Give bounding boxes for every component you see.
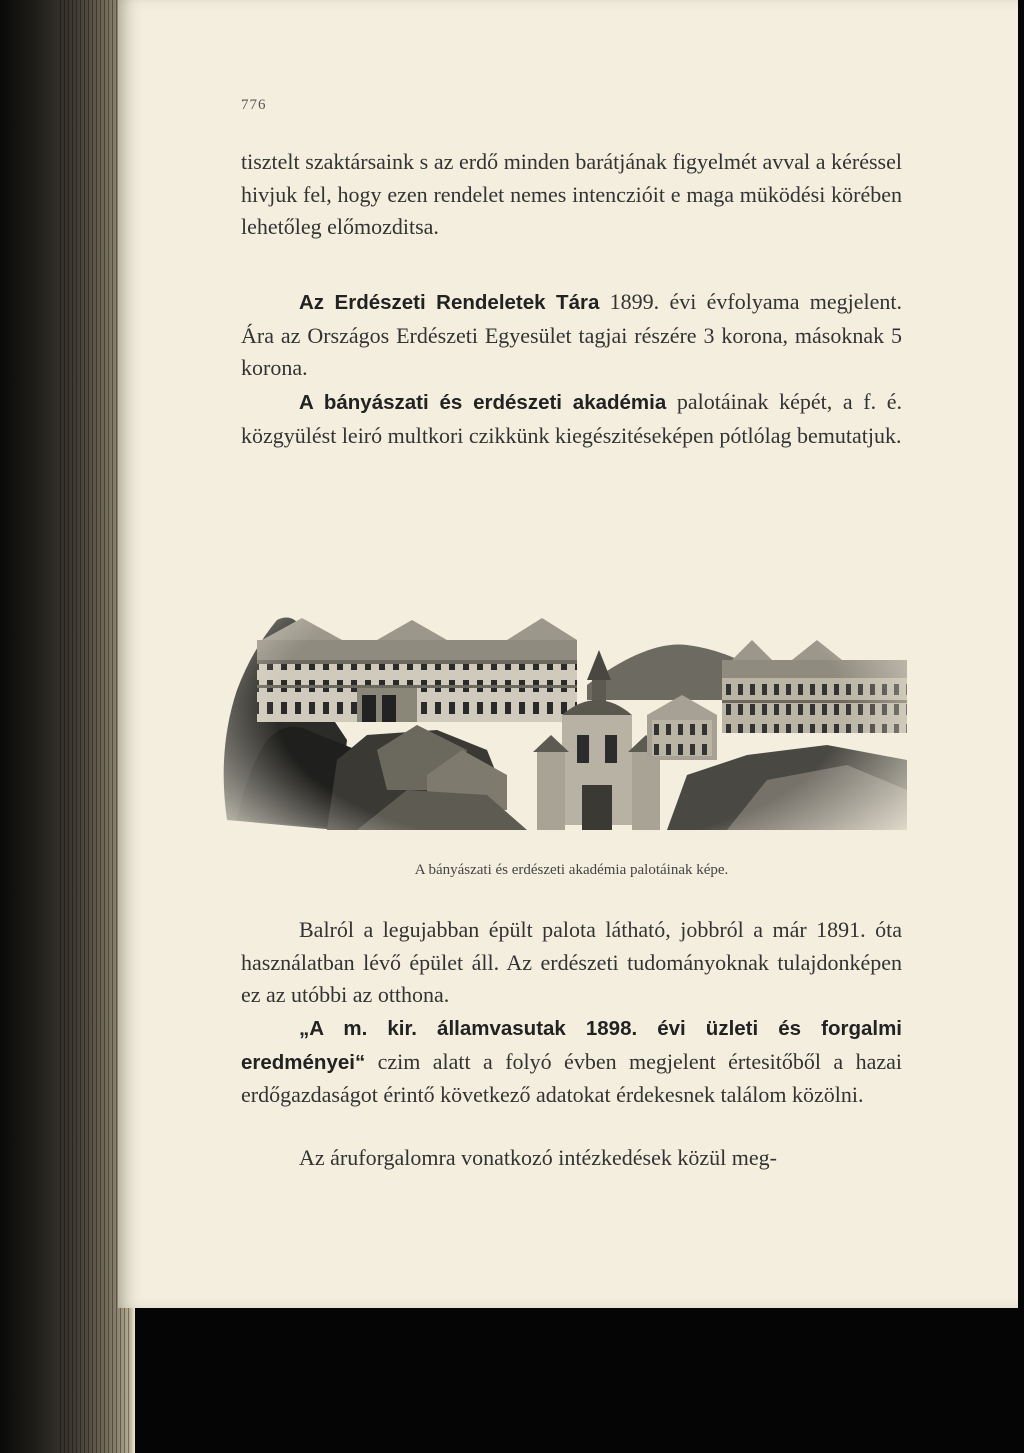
figure-caption: A bányászati és erdészeti akadémia palotáinak képe. [414, 862, 729, 878]
academy-buildings-illustration [207, 500, 912, 845]
page-number: 776 [241, 97, 267, 113]
paragraph-6: Az áruforgalomra vonatkozó intézkedések közül meg- [299, 1145, 777, 1170]
bold-title-allamvasutak: „A m. kir. államvasutak 1898. évi üzleti és forgalmi eredményei“ [241, 1017, 902, 1074]
paragraph-3 [241, 386, 902, 452]
bold-title-akademia: A bányászati és erdészeti akadémia [299, 391, 667, 414]
paragraph-1: tisztelt szaktársaink s az erdő minden barátjának figyelmét avval a kéréssel hivjuk fel, hogy ezen rendelet nemes intenczióit e maga müködési körében lehetőleg előmozditsa. [241, 149, 902, 239]
paragraph-2-text: 1899. évi évfolyama megjelent. Ára az Országos Erdészeti Egyesület tagjai részére 3 korona, másoknak 5 korona. [241, 289, 902, 380]
paragraph-2 [241, 286, 902, 385]
paragraph-4: Balról a legujabban épült palota látható, jobbról a már 1891. óta használatban lévő épület áll. Az erdészeti tudományoknak tulajdonképen ez az utóbbi az otthona. [241, 917, 902, 1007]
bold-title-rendeletek-tara: Az Erdészeti Rendeletek Tára [299, 291, 600, 314]
book-spine-edge [0, 0, 135, 1453]
paragraph-3-text: palotáinak képét, a f. é. közgyülést leiró multkori czikkünk kiegészitéseképen pótlólag bemutatjuk. [241, 389, 902, 448]
paragraph-5-text: czim alatt a folyó évben megjelent értesitőből a hazai erdőgazdaságot érintő következő adatokat érdekesnek találom közölni. [241, 1048, 902, 1107]
paragraph-5 [241, 1012, 902, 1112]
